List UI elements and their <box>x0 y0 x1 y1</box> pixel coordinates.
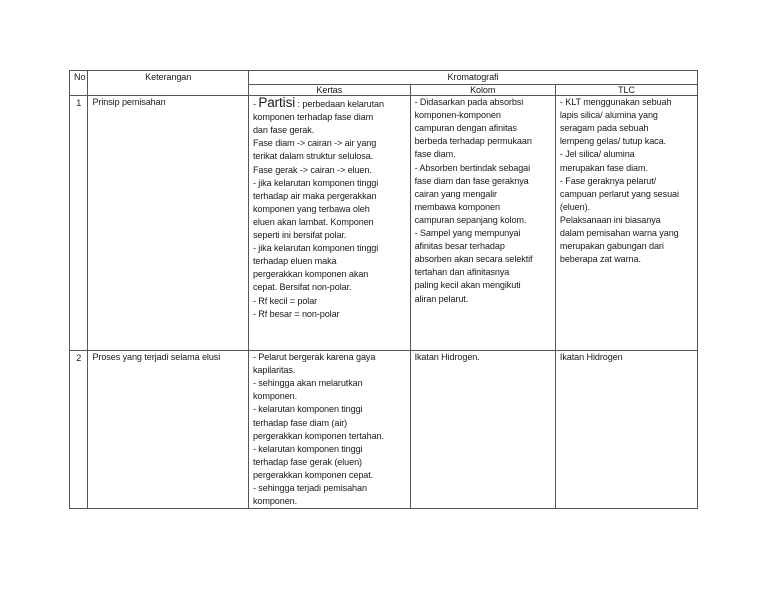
cell-tlc <box>555 96 697 351</box>
text-line: - kelarutan komponen tinggi <box>252 404 363 415</box>
text-line: - Sampel yang mempunyai <box>414 228 521 239</box>
text-line: terhadap eluen maka <box>252 256 337 267</box>
row-keterangan: Proses yang terjadi selama elusi <box>88 351 249 509</box>
text-line: terikat dalam struktur selulosa. <box>252 151 374 162</box>
table-row <box>70 351 698 509</box>
cell-kertas <box>248 96 410 351</box>
row-number: 2 <box>70 351 88 509</box>
text-line: - sehingga akan melarutkan <box>252 378 363 389</box>
header-no: No <box>70 71 88 96</box>
text-line: tertahan dan afinitasnya <box>414 267 510 278</box>
text-line: lempeng gelas/ tutup kaca. <box>559 136 666 147</box>
comparison-table <box>69 70 698 509</box>
text-line: absorben akan secara selektif <box>414 254 533 265</box>
kolom-lines <box>415 96 551 306</box>
text-line: - Rf besar = non-polar <box>252 308 340 319</box>
text-line: kapilaritas. <box>252 365 296 376</box>
cell-kolom <box>410 96 555 351</box>
text-line: - Pelarut bergerak karena gaya <box>252 352 376 363</box>
text-line: merupakan gabungan dari <box>559 241 664 252</box>
text-line: berbeda terhadap permukaan <box>414 136 532 147</box>
text-line: komponen-komponen <box>414 110 501 121</box>
text-line: campuran sepanjang kolom. <box>414 214 527 225</box>
text-line: afinitas besar terhadap <box>414 241 505 252</box>
tlc-lines <box>560 351 693 364</box>
text-line: pergerakkan komponen cepat. <box>252 469 374 480</box>
text-line: seperti ini bersifat polar. <box>252 230 347 241</box>
text-line: campuan perlarut yang sesuai <box>559 188 679 199</box>
header-keterangan: Keterangan <box>88 71 249 96</box>
text-line: - jika kelarutan komponen tinggi <box>252 243 379 254</box>
text-line: Fase diam -> cairan -> air yang <box>252 138 377 149</box>
partisi-rest: : perbedaan kelarutan <box>295 99 384 110</box>
text-line: dalam pemisahan warna yang <box>559 228 679 239</box>
text-line: eluen akan lambat. Komponen <box>252 216 374 227</box>
text-line: cairan yang mengalir <box>414 188 497 199</box>
text-line: paling kecil akan mengikuti <box>414 280 521 291</box>
text-line: - KLT menggunakan sebuah <box>559 97 672 108</box>
text-line: (eluen). <box>559 201 590 212</box>
text-line: terhadap air maka pergerakkan <box>252 190 377 201</box>
cell-kertas <box>248 351 410 509</box>
text-line: - Rf kecil = polar <box>252 295 318 306</box>
text-line: - jika kelarutan komponen tinggi <box>252 177 379 188</box>
text-line: - Jel silica/ alumina <box>559 149 635 160</box>
text-line: komponen terhadap fase diam <box>252 112 374 123</box>
header-tlc: TLC <box>555 85 697 96</box>
text-line: - sehingga terjadi pemisahan <box>252 483 367 494</box>
row-keterangan: Prinsip pemisahan <box>88 96 249 351</box>
header-row-1 <box>70 71 698 85</box>
tlc-lines <box>560 96 693 266</box>
partisi-term: Partisi <box>258 95 296 111</box>
cell-kolom <box>410 351 555 509</box>
text-line: merupakan fase diam. <box>559 162 648 173</box>
text-line: - kelarutan komponen tinggi <box>252 443 363 454</box>
text-line: terhadap fase diam (air) <box>252 417 348 428</box>
kolom-lines <box>415 351 551 364</box>
header-kolom: Kolom <box>410 85 555 96</box>
text-line: fase diam. <box>414 149 456 160</box>
text-line: fase diam dan fase geraknya <box>414 175 529 186</box>
text-line: aliran pelarut. <box>414 293 469 304</box>
text-line: komponen yang terbawa oleh <box>252 203 370 214</box>
text-line: - Didasarkan pada absorbsi <box>414 97 524 108</box>
text-line: Ikatan Hidrogen. <box>414 352 480 363</box>
text-line: komponen. <box>252 391 298 402</box>
kertas-lines <box>253 351 406 508</box>
text-line: seragam pada sebuah <box>559 123 649 134</box>
text-line: - Absorben bertindak sebagai <box>414 162 531 173</box>
text-line: dan fase gerak. <box>252 125 315 136</box>
header-kertas: Kertas <box>248 85 410 96</box>
text-line: campuran dengan afinitas <box>414 123 517 134</box>
text-line: pergerakkan komponen tertahan. <box>252 430 384 441</box>
text-line: terhadap fase gerak (eluen) <box>252 456 362 467</box>
kertas-lines <box>253 111 406 321</box>
cell-tlc <box>555 351 697 509</box>
text-line: komponen. <box>252 496 298 507</box>
row-number: 1 <box>70 96 88 351</box>
text-line: - Fase geraknya pelarut/ <box>559 175 657 186</box>
text-line: pergerakkan komponen akan <box>252 269 369 280</box>
text-line: beberapa zat warna. <box>559 254 641 265</box>
text-line: Pelaksanaan ini biasanya <box>559 214 661 225</box>
text-line: Fase gerak -> cairan -> eluen. <box>252 164 372 175</box>
text-line: lapis silica/ alumina yang <box>559 110 658 121</box>
text-line: Ikatan Hidrogen <box>559 352 623 363</box>
table-row <box>70 96 698 351</box>
kertas-first-line: - Partisi : perbedaan kelarutan <box>252 95 384 111</box>
text-line: membawa komponen <box>414 201 500 212</box>
text-line: cepat. Bersifat non-polar. <box>252 282 352 293</box>
header-kromatografi: Kromatografi <box>248 71 697 85</box>
